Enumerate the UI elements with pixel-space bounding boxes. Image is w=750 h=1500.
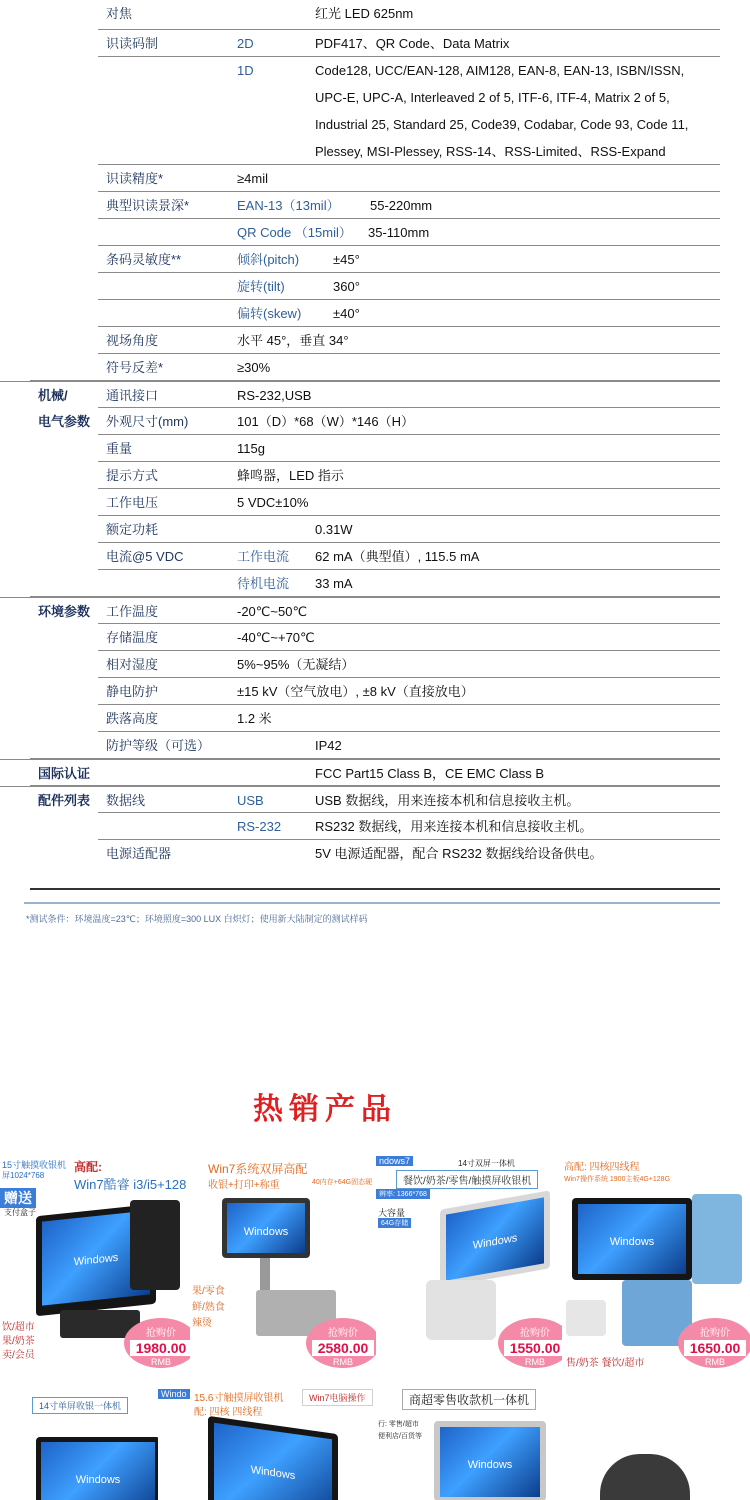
product-1-use-2: 果/奶茶 bbox=[2, 1336, 35, 1347]
product-1-use-1: 饮/超市 bbox=[2, 1322, 35, 1333]
product-4-monitor bbox=[572, 1198, 692, 1280]
spec-value: IP42 bbox=[315, 738, 342, 753]
spec-row bbox=[0, 0, 720, 30]
product-4-price-badge bbox=[678, 1318, 750, 1368]
spec-row bbox=[0, 30, 720, 57]
product-3-capacity: 大容量 bbox=[378, 1208, 406, 1218]
spec-value: 33 mA bbox=[315, 576, 353, 591]
product-card-3[interactable] bbox=[376, 1150, 566, 1375]
product-7-monitor bbox=[434, 1421, 546, 1500]
product-card-8-scanner[interactable] bbox=[580, 1440, 700, 1500]
spec-value: RS-232,USB bbox=[237, 388, 312, 403]
spec-value: 水平 45°，垂直 34° bbox=[237, 333, 349, 348]
spec-value: 360° bbox=[333, 279, 360, 294]
price-currency: RMB bbox=[525, 1357, 545, 1367]
spec-row bbox=[0, 273, 720, 300]
price-label: 抢购价 bbox=[328, 1328, 358, 1339]
spec-label: 电源适配器 bbox=[106, 846, 172, 861]
spec-row bbox=[0, 543, 720, 570]
product-5-monitor bbox=[36, 1437, 160, 1500]
spec-row bbox=[0, 354, 720, 381]
spec-value: ≥4mil bbox=[237, 171, 268, 186]
spec-label: 符号反差* bbox=[106, 360, 164, 375]
spec-row bbox=[0, 300, 720, 327]
product-6-spec: 配: 四核 四线程 bbox=[194, 1407, 263, 1418]
spec-label: 数据线 bbox=[106, 793, 146, 808]
windows-logo-icon: Windows bbox=[73, 1251, 119, 1269]
product-card-2[interactable] bbox=[190, 1150, 380, 1375]
test-condition-footnote: *测试条件：环境温度=23℃；环境照度=300 LUX 白炽灯；使用新大陆制定的测试样码 bbox=[26, 914, 368, 924]
spec-row bbox=[0, 786, 720, 813]
spec-sub-label: 工作电流 bbox=[237, 549, 290, 564]
spec-value: ±40° bbox=[333, 306, 360, 321]
spec-row bbox=[0, 408, 720, 435]
spec-value: 101（D）*68（W）*146（H） bbox=[237, 414, 415, 429]
spec-row bbox=[0, 759, 720, 786]
spec-sub-label: 1D bbox=[237, 63, 254, 78]
price-value: 1650.00 bbox=[684, 1340, 746, 1356]
price-value: 2580.00 bbox=[312, 1340, 374, 1356]
product-card-4[interactable] bbox=[562, 1150, 750, 1375]
product-3-title: 14寸双屏一体机 bbox=[458, 1159, 515, 1168]
spec-value: 115g bbox=[237, 441, 265, 456]
spec-value: RS232 数据线，用来连接本机和信息接收主机。 bbox=[315, 819, 593, 834]
product-4-title: 高配: 四核四线程 bbox=[564, 1162, 640, 1173]
spec-value: USB 数据线，用来连接本机和信息接收主机。 bbox=[315, 793, 580, 808]
spec-row bbox=[0, 219, 720, 246]
spec-sub-label: EAN-13（13mil） bbox=[237, 198, 340, 213]
product-3-features: 餐饮/奶茶/零售/触摸屏收银机 bbox=[396, 1170, 538, 1189]
product-1-gift-item: 支付盒子 bbox=[4, 1208, 36, 1217]
windows-logo-icon: Windows bbox=[250, 1463, 296, 1483]
spec-row bbox=[0, 516, 720, 543]
product-1-use-3: 卖/会员 bbox=[2, 1350, 35, 1361]
spec-label: 重量 bbox=[106, 441, 133, 456]
spec-row bbox=[0, 624, 720, 651]
product-1-highlight: 高配: bbox=[74, 1160, 102, 1174]
spec-row bbox=[0, 705, 720, 732]
price-currency: RMB bbox=[333, 1357, 353, 1367]
spec-sub-label: 旋转(tilt) bbox=[237, 279, 285, 294]
product-4-rear-display bbox=[692, 1194, 742, 1284]
spec-label: 工作温度 bbox=[106, 604, 159, 619]
spec-label: 防护等级（可选） bbox=[106, 738, 211, 753]
product-2-use-1: 果/零食 bbox=[192, 1286, 225, 1297]
spec-label: 对焦 bbox=[106, 6, 133, 21]
spec-value: -40℃~+70℃ bbox=[237, 630, 315, 645]
product-3-resolution: 辨率: 1366*768 bbox=[376, 1189, 430, 1199]
spec-sub-label: 待机电流 bbox=[237, 576, 290, 591]
spec-sub-label: QR Code （15mil） bbox=[237, 225, 352, 240]
spec-label: 条码灵敏度** bbox=[106, 252, 182, 267]
spec-label: 额定功耗 bbox=[106, 522, 159, 537]
price-label: 抢购价 bbox=[520, 1328, 550, 1339]
spec-value: PDF417、QR Code、Data Matrix bbox=[315, 36, 510, 51]
product-1-rear-display bbox=[130, 1200, 180, 1290]
product-6-os-tag: Windo bbox=[158, 1389, 190, 1399]
spec-row bbox=[0, 435, 720, 462]
spec-row bbox=[0, 570, 720, 597]
product-1-resolution: 屏1024*768 bbox=[2, 1171, 45, 1180]
product-3-price-badge bbox=[498, 1318, 566, 1368]
spec-row bbox=[0, 732, 720, 759]
product-4-printer bbox=[566, 1300, 606, 1336]
spec-group-label: 电气参数 bbox=[38, 414, 91, 429]
spec-label: 提示方式 bbox=[106, 468, 159, 483]
product-3-storage: 64G存储 bbox=[378, 1218, 411, 1228]
price-value: 1550.00 bbox=[504, 1340, 566, 1356]
product-2-features: 收银+打印+称重 bbox=[208, 1180, 280, 1191]
spec-label: 视场角度 bbox=[106, 333, 159, 348]
product-2-title: Win7系统双屏高配 bbox=[208, 1162, 308, 1176]
spec-value: 1.2 米 bbox=[237, 711, 272, 726]
spec-row bbox=[0, 651, 720, 678]
spec-row bbox=[0, 813, 720, 840]
spec-value: Code128, UCC/EAN-128, AIM128, EAN-8, EAN-13, ISBN/ISSN, UPC-E, UPC-A, Interleaved 2 of 5, ITF-6, ITF-4, Matrix 2 of 5, Industrial 25, Standard 25, Code39, Codabar, Code 93, Code 11, Plessey, MSI-Plessey, RSS-14、RSS-Limited、RSS-Expand bbox=[315, 63, 689, 159]
spec-row bbox=[0, 57, 720, 165]
product-6-monitor bbox=[208, 1416, 338, 1500]
windows-logo-icon: Windows bbox=[75, 1473, 121, 1486]
price-label: 抢购价 bbox=[700, 1328, 730, 1339]
spec-value: 5V 电源适配器，配合 RS232 数据线给设备供电。 bbox=[315, 846, 603, 861]
spec-label: 跌落高度 bbox=[106, 711, 159, 726]
spec-row bbox=[0, 327, 720, 354]
product-3-stand bbox=[426, 1280, 496, 1340]
spec-label: 外观尺寸(mm) bbox=[106, 414, 189, 429]
price-value: 1980.00 bbox=[130, 1340, 192, 1356]
spec-label: 通讯接口 bbox=[106, 388, 159, 403]
spec-value: 红光 LED 625nm bbox=[315, 6, 414, 21]
product-4-spec: Win7操作系统 1900主板4G+128G bbox=[564, 1176, 671, 1183]
spec-sub-label: 倾斜(pitch) bbox=[237, 252, 300, 267]
windows-logo-icon: Windows bbox=[472, 1231, 518, 1252]
spec-label: 相对湿度 bbox=[106, 657, 159, 672]
product-4-use: 售/奶茶 餐饮/超市 bbox=[566, 1358, 645, 1369]
windows-logo-icon: Windows bbox=[243, 1225, 289, 1238]
spec-label: 静电防护 bbox=[106, 684, 159, 699]
product-3-monitor bbox=[440, 1190, 550, 1287]
spec-sub-label: RS-232 bbox=[237, 819, 282, 834]
price-currency: RMB bbox=[705, 1357, 725, 1367]
product-card-7[interactable] bbox=[376, 1385, 576, 1500]
spec-label: 识读码制 bbox=[106, 36, 159, 51]
spec-row bbox=[0, 840, 720, 890]
product-card-6[interactable] bbox=[158, 1385, 380, 1500]
spec-value: 0.31W bbox=[315, 522, 353, 537]
spec-row bbox=[0, 489, 720, 516]
spec-label: 电流@5 VDC bbox=[106, 549, 184, 564]
hot-products-title: 热销产品 bbox=[253, 1092, 397, 1127]
product-5-title: 14寸单屏收银一体机 bbox=[32, 1397, 128, 1414]
spec-value: 5 VDC±10% bbox=[237, 495, 309, 510]
product-1-gift: 赠送 bbox=[0, 1188, 36, 1208]
spec-value: 蜂鸣器，LED 指示 bbox=[237, 468, 344, 483]
divider bbox=[24, 902, 720, 904]
spec-value: 5%~95%（无凝结） bbox=[237, 657, 355, 672]
spec-group-label: 环境参数 bbox=[38, 604, 91, 619]
barcode-scanner-icon bbox=[600, 1454, 690, 1500]
spec-row bbox=[0, 381, 720, 408]
product-2-memory: 40内存+64G固态硬 bbox=[312, 1179, 373, 1186]
spec-value: ≥30% bbox=[237, 360, 271, 375]
product-1-title: 15寸触摸收银机 bbox=[2, 1160, 67, 1170]
spec-value: 62 mA（典型值）, 115.5 mA bbox=[315, 549, 480, 564]
spec-row bbox=[0, 165, 720, 192]
spec-row bbox=[0, 192, 720, 219]
spec-label: 存储温度 bbox=[106, 630, 159, 645]
product-6-os: Win7电脑操作 bbox=[302, 1389, 373, 1406]
spec-label: 典型识读景深* bbox=[106, 198, 190, 213]
product-2-use-3: 辣烫 bbox=[192, 1318, 212, 1329]
spec-sub-label: 2D bbox=[237, 36, 254, 51]
spec-group-label: 机械/ bbox=[38, 388, 68, 403]
spec-group-label: 国际认证 bbox=[38, 766, 91, 781]
windows-logo-icon: Windows bbox=[467, 1458, 513, 1471]
spec-label: 识读精度* bbox=[106, 171, 164, 186]
spec-sub-label: 偏转(skew) bbox=[237, 306, 302, 321]
price-label: 抢购价 bbox=[146, 1328, 176, 1339]
product-6-title: 15.6寸触摸屏收银机 bbox=[194, 1393, 284, 1404]
product-2-monitor bbox=[222, 1198, 310, 1258]
spec-value: ±45° bbox=[333, 252, 360, 267]
spec-value: -20℃~50℃ bbox=[237, 604, 308, 619]
spec-row bbox=[0, 678, 720, 705]
spec-value: ±15 kV（空气放电）, ±8 kV（直接放电） bbox=[237, 684, 474, 699]
product-7-use-1: 行: 零售/超市 bbox=[378, 1421, 419, 1428]
spec-row bbox=[0, 246, 720, 273]
product-1-price-badge bbox=[124, 1318, 195, 1368]
windows-logo-icon: Windows bbox=[609, 1235, 655, 1248]
spec-row bbox=[0, 462, 720, 489]
spec-value: FCC Part15 Class B，CE EMC Class B bbox=[315, 766, 544, 781]
spec-label: 工作电压 bbox=[106, 495, 159, 510]
spec-value: 35-110mm bbox=[368, 225, 430, 240]
product-7-use-2: 便利店/百货等 bbox=[378, 1433, 422, 1440]
price-currency: RMB bbox=[151, 1357, 171, 1367]
spec-value: 55-220mm bbox=[370, 198, 433, 213]
product-3-os-tag: ndows7 bbox=[376, 1156, 413, 1166]
spec-row bbox=[0, 597, 720, 624]
product-7-title: 商超零售收款机一体机 bbox=[402, 1389, 536, 1410]
product-2-use-2: 鲜/熟食 bbox=[192, 1302, 225, 1313]
product-1-spec: Win7酷睿 i3/i5+128 bbox=[74, 1177, 187, 1192]
product-card-1[interactable] bbox=[0, 1150, 195, 1375]
product-2-price-badge bbox=[306, 1318, 380, 1368]
spec-sub-label: USB bbox=[237, 793, 264, 808]
spec-group-label: 配件列表 bbox=[38, 793, 91, 808]
